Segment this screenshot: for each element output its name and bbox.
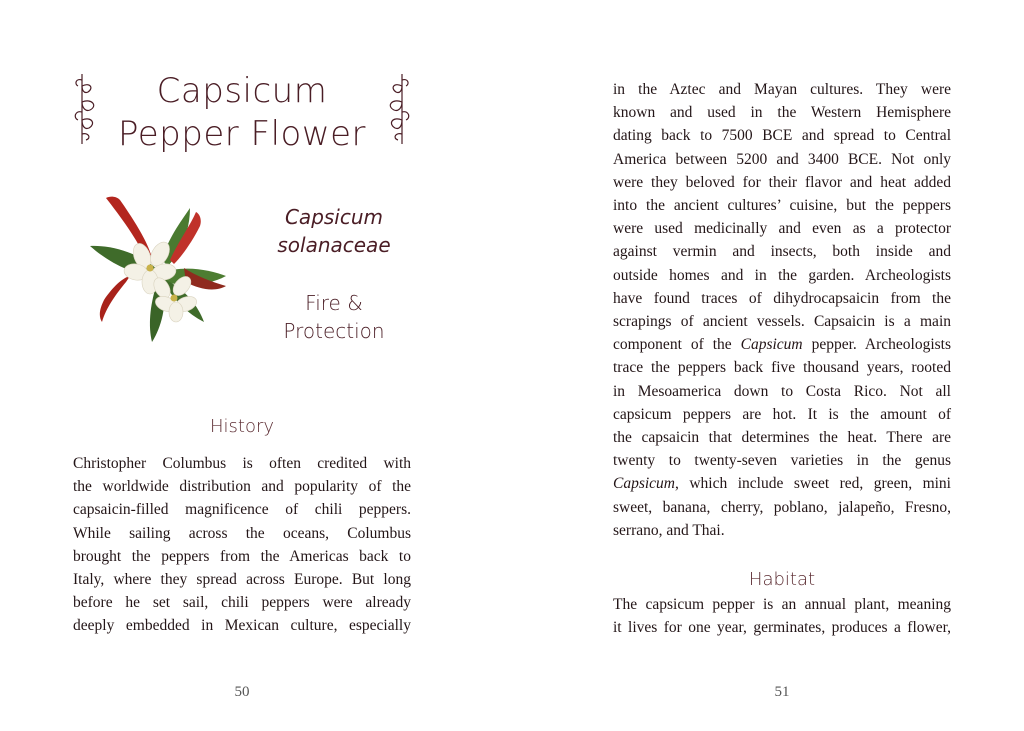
history-paragraph [73, 452, 411, 638]
history-paragraph-continued [613, 78, 951, 542]
text-line: trace the peppers back five thousand years, rooted [613, 359, 951, 377]
scientific-name-line-2: solanaceae [277, 233, 391, 257]
text-line: America between 5200 and 3400 BCE. Not only [613, 150, 951, 168]
text-line: the capsaicin that determines the heat. There are [613, 429, 951, 447]
text-line: have found traces of dihydrocapsaicin from the [613, 289, 951, 307]
page-number: 51 [774, 684, 790, 700]
chapter-title [104, 70, 380, 156]
text-line: scrapings of ancient vessels. Capsaicin is a main [613, 313, 951, 331]
page-number: 50 [234, 684, 250, 700]
text-line: While sailing across the oceans, Columbus [73, 524, 411, 542]
text-line: outside homes and in the garden. Archeologists [613, 266, 951, 284]
text-line: capsaicin-filled magnificence of chili peppers. [73, 501, 411, 519]
text-line: the worldwide distribution and popularity of the [73, 478, 411, 496]
text-line: Italy, where they spread across Europe. But long [73, 571, 411, 589]
text-line: before he set sail, chili peppers were already [73, 594, 411, 612]
scientific-name [268, 203, 400, 259]
text-line: capsicum peppers are hot. It is the amount of [613, 405, 951, 423]
text-line: Capsicum, which include sweet red, green, mini [613, 475, 951, 493]
text-line: deeply embedded in Mexican culture, especially [73, 617, 411, 635]
text-line: serrano, and Thai. [613, 521, 725, 539]
section-heading-habitat: Habitat [748, 569, 816, 590]
text-line: brought the peppers from the Americas back to [73, 547, 411, 565]
text-line: twenty to twenty-seven varieties in the genus [613, 452, 951, 470]
floral-ornament-icon [384, 72, 412, 146]
pepper-flower-illustration [86, 190, 232, 346]
text-line: dating back to 7500 BCE and spread to Central [613, 127, 951, 145]
theme-line-2: Protection [283, 319, 385, 343]
chapter-title-block [72, 70, 412, 156]
text-line: into the ancient cultures’ cuisine, but the peppers [613, 197, 951, 215]
text-line: component of the Capsicum pepper. Archeologists [613, 336, 951, 354]
text-line: in Mesoamerica down to Costa Rico. Not all [613, 382, 951, 400]
title-line-2: Pepper Flower [117, 114, 367, 154]
scientific-name-line-1: Capsicum [284, 205, 384, 229]
section-heading-history: History [209, 416, 275, 437]
text-line: were used medicinally and even as a protector [613, 220, 951, 238]
text-line: against vermin and insects, both inside and [613, 243, 951, 261]
text-line: it lives for one year, germinates, produces a flower, [613, 619, 951, 637]
title-line-1: Capsicum [156, 71, 328, 111]
theme-line-1: Fire & [305, 291, 363, 315]
text-line: known and used in the Western Hemisphere [613, 104, 951, 122]
text-line: in the Aztec and Mayan cultures. They were [613, 81, 951, 98]
magical-theme [268, 289, 400, 345]
text-line: were they beloved for their flavor and heat added [613, 173, 951, 191]
habitat-paragraph [613, 593, 951, 639]
text-line: Christopher Columbus is often credited with [73, 455, 411, 472]
text-line: sweet, banana, cherry, poblano, jalapeño, Fresno, [613, 498, 951, 516]
text-line: The capsicum pepper is an annual plant, meaning [613, 596, 951, 613]
floral-ornament-icon [72, 72, 100, 146]
